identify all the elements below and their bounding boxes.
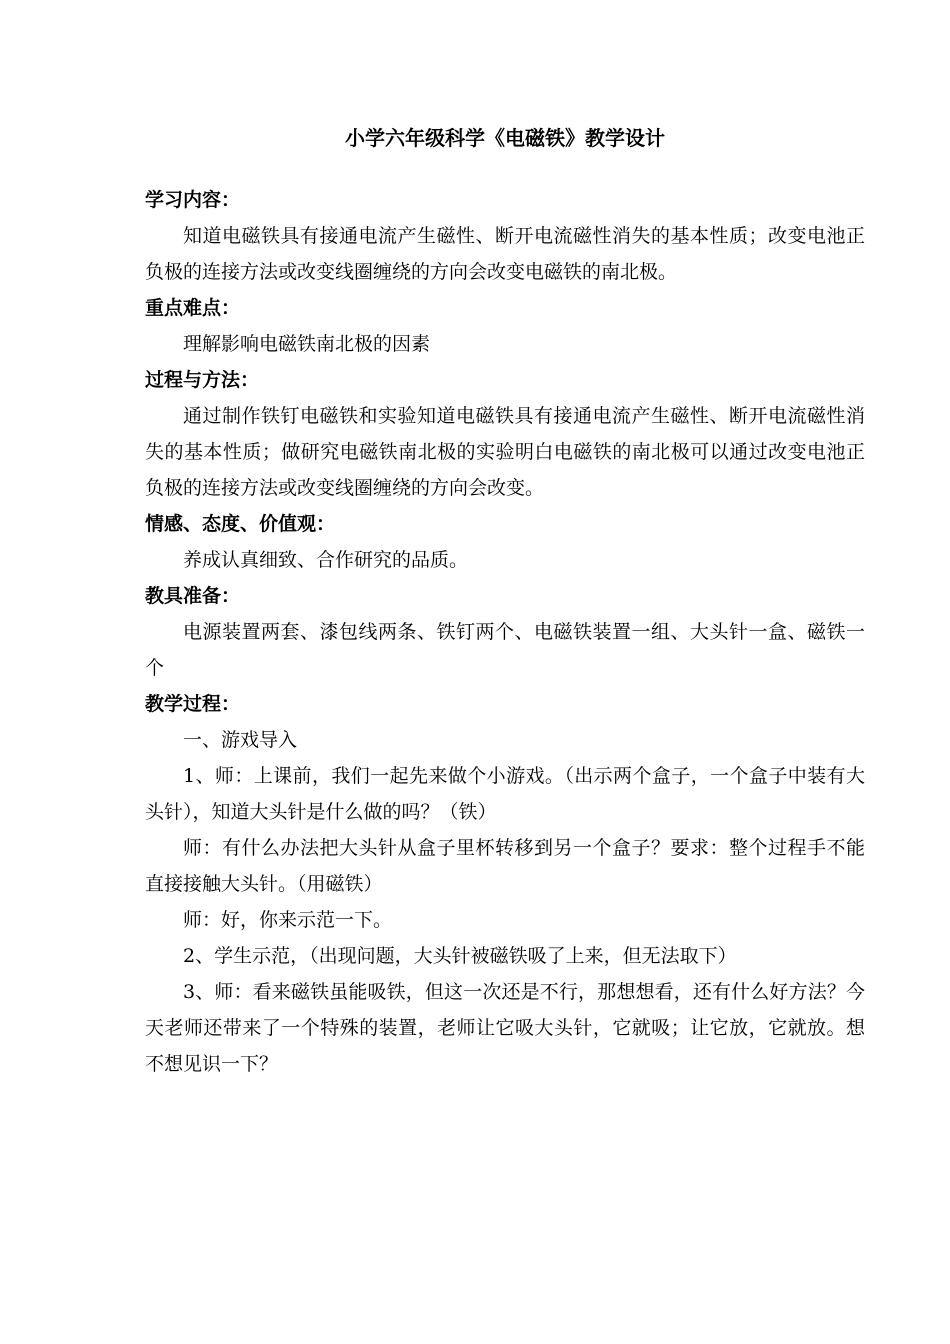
section-process-methods xyxy=(145,362,865,506)
section-heading: 情感、态度、价值观： xyxy=(145,513,336,535)
section-paragraph: 师：有什么办法把大头针从盒子里杯转移到另一个盒子？要求：整个过程手不能直接接触大头针。（用磁铁） xyxy=(145,837,865,895)
section-heading: 教具准备： xyxy=(145,585,241,607)
section-attitudes-values xyxy=(145,506,865,578)
section-paragraph: 一、游戏导入 xyxy=(183,729,298,751)
section-heading: 过程与方法： xyxy=(145,369,260,391)
section-heading: 教学过程： xyxy=(145,693,241,715)
section-heading: 重点难点： xyxy=(145,297,241,319)
section-teaching-process xyxy=(145,686,865,1082)
section-paragraph: 知道电磁铁具有接通电流产生磁性、断开电流磁性消失的基本性质；改变电池正负极的连接方法或改变线圈缠绕的方向会改变电磁铁的南北极。 xyxy=(145,225,865,283)
section-heading: 学习内容： xyxy=(145,189,241,211)
section-paragraph: 3、师：看来磁铁虽能吸铁，但这一次还是不行，那想想看，还有什么好方法？今天老师还带来了一个特殊的装置，老师让它吸大头针，它就吸；让它放，它就放。想不想见识一下？ xyxy=(145,981,865,1075)
section-paragraph: 1、师：上课前，我们一起先来做个小游戏。（出示两个盒子，一个盒子中装有大头针），知道大头针是什么做的吗？（铁） xyxy=(145,765,865,823)
section-learning-content xyxy=(145,182,865,290)
document-title: 小学六年级科学《电磁铁》教学设计 xyxy=(345,126,665,150)
section-paragraph: 师：好，你来示范一下。 xyxy=(183,909,393,931)
section-paragraph: 理解影响电磁铁南北极的因素 xyxy=(183,333,431,355)
section-teaching-aids xyxy=(145,578,865,686)
section-paragraph: 电源装置两套、漆包线两条、铁钉两个、电磁铁装置一组、大头针一盒、磁铁一个 xyxy=(145,621,865,679)
section-paragraph: 2、学生示范，（出现问题，大头针被磁铁吸了上来，但无法取下） xyxy=(183,945,737,967)
document-page xyxy=(145,118,865,1082)
section-paragraph: 养成认真细致、合作研究的品质。 xyxy=(183,549,469,571)
section-key-points xyxy=(145,290,865,362)
section-paragraph: 通过制作铁钉电磁铁和实验知道电磁铁具有接通电流产生磁性、断开电流磁性消失的基本性质；做研究电磁铁南北极的实验明白电磁铁的南北极可以通过改变电池正负极的连接方法或改变线圈缠绕的方向会改变。 xyxy=(145,405,865,499)
